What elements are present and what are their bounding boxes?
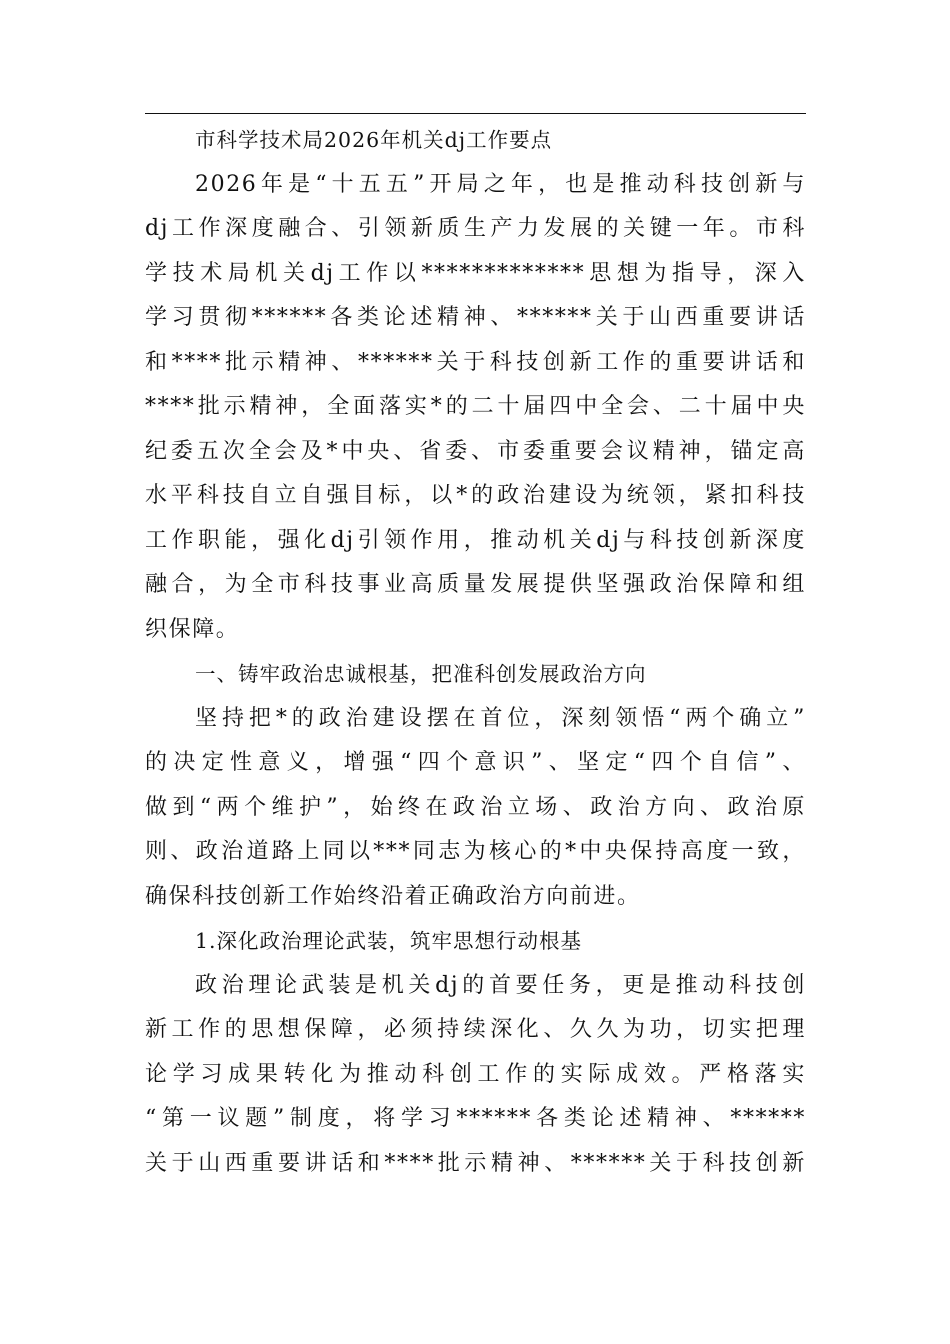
intro-line: 水平科技自立自强目标，以*的政治建设为统领，紧扣科技 [145,483,806,508]
intro-line: 学技术局机关dj工作以*************思想为指导，深入 [145,260,806,286]
subsection-line: 新工作的思想保障，必须持续深化、久久为功，切实把理 [145,1017,806,1042]
subsection-line: 关于山西重要讲话和****批示精神、******关于科技创新 [145,1150,806,1176]
intro-line: dj工作深度融合、引领新质生产力发展的关键一年。市科 [145,216,806,241]
section-line: 确保科技创新工作始终沿着正确政治方向前进。 [145,883,641,909]
section-line: 则、政治道路上同以***同志为核心的*中央保持高度一致， [145,839,806,864]
subsection-line: 政治理论武装是机关dj的首要任务，更是推动科技创 [195,972,806,998]
document-title: 市科学技术局2026年机关dj工作要点 [195,128,553,152]
header-rule [145,113,806,114]
intro-line: ****批示精神，全面落实*的二十届四中全会、二十届中央 [145,394,806,419]
subsection-heading: 1.深化政治理论武装，筑牢思想行动根基 [195,929,583,953]
intro-line: 2026年是“十五五”开局之年，也是推动科技创新与 [195,171,806,197]
subsection-line: “第一议题”制度，将学习******各类论述精神、****** [145,1106,806,1131]
intro-line: 纪委五次全会及*中央、省委、市委重要会议精神，锚定高 [145,438,806,464]
section-line: 做到“两个维护”，始终在政治立场、政治方向、政治原 [145,794,806,820]
intro-line: 工作职能，强化dj引领作用，推动机关dj与科技创新深度 [145,527,806,553]
intro-line: 和****批示精神、******关于科技创新工作的重要讲话和 [145,349,806,375]
section-line: 坚持把*的政治建设摆在首位，深刻领悟“两个确立” [195,705,806,731]
section-line: 的决定性意义，增强“四个意识”、坚定“四个自信”、 [145,750,806,775]
document-body [145,118,806,1186]
intro-line: 融合，为全市科技事业高质量发展提供坚强政治保障和组 [145,572,806,597]
section-heading: 一、铸牢政治忠诚根基，把准科创发展政治方向 [195,662,647,686]
intro-line: 学习贯彻******各类论述精神、******关于山西重要讲话 [145,305,806,330]
subsection-line: 论学习成果转化为推动科创工作的实际成效。严格落实 [145,1061,806,1087]
intro-line: 织保障。 [145,616,240,642]
